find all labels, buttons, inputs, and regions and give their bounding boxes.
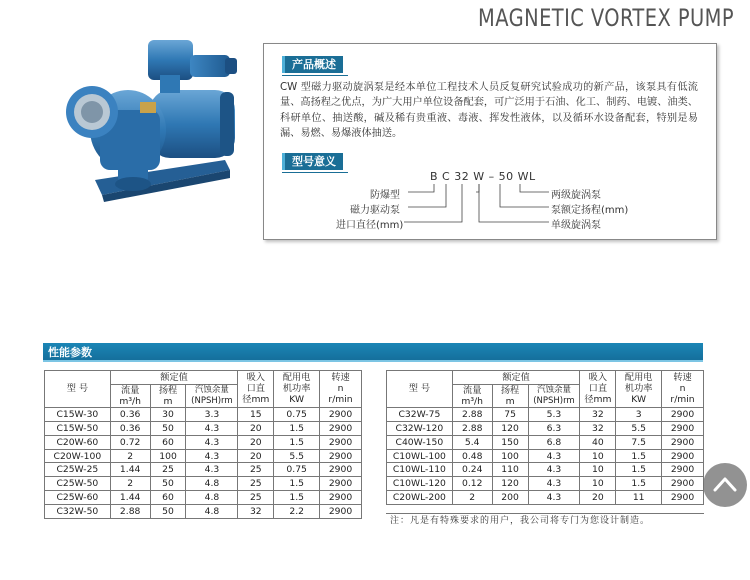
table-cell: 1.44	[110, 463, 150, 477]
table-cell: C10WL-120	[387, 477, 453, 491]
table-cell: 3	[616, 407, 662, 421]
table-cell: C10WL-100	[387, 449, 453, 463]
table-row	[387, 463, 704, 477]
table-cell: 2900	[662, 435, 704, 449]
table-row	[45, 407, 362, 421]
table-cell: 25	[238, 491, 274, 505]
table-cell: 4.3	[186, 463, 238, 477]
table-cell: 2900	[662, 491, 704, 505]
overview-tag: 产品概述	[282, 56, 343, 73]
table-cell: 1.5	[274, 491, 320, 505]
header-flow: 流量 m³/h	[452, 384, 492, 407]
table-cell: 15	[238, 407, 274, 421]
model-code: B C 32 W – 50 WL	[430, 170, 536, 183]
table-cell: 2900	[662, 407, 704, 421]
header-power: 配用电 机功率 KW	[616, 371, 662, 408]
table-cell: 0.36	[110, 421, 150, 435]
table-cell: 2	[110, 449, 150, 463]
header-power: 配用电 机功率 KW	[274, 371, 320, 408]
table-cell: 110	[492, 463, 528, 477]
table-cell: 2900	[320, 505, 362, 519]
table-cell: 100	[150, 449, 186, 463]
table-cell: C25W-25	[45, 463, 111, 477]
table-cell: C20W-100	[45, 449, 111, 463]
header-speed: 转速 n r/min	[320, 371, 362, 408]
table-cell: C20W-60	[45, 435, 111, 449]
table-cell: 120	[492, 477, 528, 491]
model-label-magnetic-drive: 磁力驱动泵	[350, 205, 400, 216]
header-rated: 额定值	[452, 371, 580, 385]
model-label-explosion-proof: 防爆型	[370, 190, 400, 201]
table-cell: 1.5	[274, 435, 320, 449]
table-cell: 2900	[320, 421, 362, 435]
model-label-rated-head: 泵额定扬程(mm)	[551, 205, 629, 216]
table-cell: 1.5	[616, 477, 662, 491]
table-cell: 2900	[662, 477, 704, 491]
header-model: 型 号	[387, 371, 453, 408]
table-cell: 4.3	[186, 435, 238, 449]
table-cell: 2.88	[452, 421, 492, 435]
table-cell: 3.3	[186, 407, 238, 421]
table-cell: 1.44	[110, 491, 150, 505]
table-cell: C10WL-110	[387, 463, 453, 477]
table-cell: 4.8	[186, 505, 238, 519]
table-row	[45, 505, 362, 519]
table-cell: 10	[580, 449, 616, 463]
model-label-single-stage: 单级旋涡泵	[551, 220, 601, 231]
pump-photo	[40, 20, 245, 225]
table-cell: 60	[150, 435, 186, 449]
table-cell: 20	[238, 449, 274, 463]
right-table-body	[387, 407, 704, 504]
table-cell: C15W-50	[45, 421, 111, 435]
table-cell: 2	[110, 477, 150, 491]
header-npsh: 汽蚀余量 (NPSH)rm	[186, 384, 238, 407]
table-cell: C32W-50	[45, 505, 111, 519]
table-cell: 0.75	[274, 463, 320, 477]
table-row	[387, 407, 704, 421]
performance-title: 性能参数	[48, 346, 92, 359]
table-cell: 32	[580, 421, 616, 435]
table-cell: 60	[150, 491, 186, 505]
header-head: 扬程 m	[492, 384, 528, 407]
table-cell: 200	[492, 491, 528, 505]
table-cell: 2900	[320, 477, 362, 491]
table-cell: C15W-30	[45, 407, 111, 421]
table-cell: 1.5	[616, 449, 662, 463]
table-cell: C32W-120	[387, 421, 453, 435]
table-cell: 40	[580, 435, 616, 449]
table-row	[45, 435, 362, 449]
table-cell: 11	[616, 491, 662, 505]
model-label-inlet-diameter: 进口直径(mm)	[336, 220, 404, 231]
table-cell: 2900	[320, 491, 362, 505]
table-cell: 1.5	[274, 477, 320, 491]
table-cell: 0.72	[110, 435, 150, 449]
table-cell: 50	[150, 477, 186, 491]
table-cell: 4.8	[186, 477, 238, 491]
table-cell: C40W-150	[387, 435, 453, 449]
table-cell: 1.5	[274, 421, 320, 435]
table-cell: 6.3	[528, 421, 580, 435]
table-cell: 0.48	[452, 449, 492, 463]
chevron-up-icon	[703, 463, 747, 507]
table-cell: 50	[150, 505, 186, 519]
model-connector-lines	[264, 44, 716, 239]
table-cell: 5.3	[528, 407, 580, 421]
table-footnote: 注：凡是有特殊要求的用户，我公司将专门为您设计制造。	[386, 513, 704, 528]
table-cell: 30	[150, 407, 186, 421]
table-row	[45, 463, 362, 477]
table-cell: 10	[580, 477, 616, 491]
table-row	[45, 449, 362, 463]
table-cell: 25	[238, 477, 274, 491]
table-cell: 2900	[662, 463, 704, 477]
table-cell: 0.36	[110, 407, 150, 421]
table-cell: C25W-50	[45, 477, 111, 491]
table-cell: 25	[150, 463, 186, 477]
table-row	[45, 491, 362, 505]
overview-description: CW 型磁力驱动旋涡泵是经本单位工程技术人员反复研究试验成功的新产品，该泵具有低流量、高扬程之优点，为广大用户单位设备配套，可广泛用于石油、化工、制药、电镀、油类、科研单位、抽送酸，碱及稀有贵重液、毒液、挥发性液体，以及循环水设备配套，特别是易漏、易燃、易爆液体抽送。	[280, 82, 698, 140]
model-meaning-tag: 型号意义	[282, 153, 343, 170]
table-cell: 75	[492, 407, 528, 421]
performance-table-right	[386, 370, 704, 505]
header-model: 型 号	[45, 371, 111, 408]
table-cell: C25W-60	[45, 491, 111, 505]
table-cell: 32	[580, 407, 616, 421]
table-cell: 100	[492, 449, 528, 463]
table-cell: 0.12	[452, 477, 492, 491]
table-cell: 32	[238, 505, 274, 519]
table-cell: 2900	[662, 449, 704, 463]
scroll-to-top-button[interactable]	[703, 463, 747, 507]
table-cell: 20	[580, 491, 616, 505]
table-cell: 4.3	[186, 421, 238, 435]
table-cell: 150	[492, 435, 528, 449]
table-cell: 2.2	[274, 505, 320, 519]
header-head: 扬程 m	[150, 384, 186, 407]
header-rated: 额定值	[110, 371, 238, 385]
table-cell: 50	[150, 421, 186, 435]
table-cell: 4.3	[528, 491, 580, 505]
table-cell: 5.5	[616, 421, 662, 435]
table-cell: 2900	[320, 407, 362, 421]
header-flow: 流量 m³/h	[110, 384, 150, 407]
table-cell: 4.8	[186, 491, 238, 505]
table-cell: C20WL-200	[387, 491, 453, 505]
table-cell: 20	[238, 435, 274, 449]
header-inlet: 吸入 口直 径mm	[580, 371, 616, 408]
table-cell: 2900	[662, 421, 704, 435]
table-cell: 4.3	[528, 463, 580, 477]
table-cell: 4.3	[528, 449, 580, 463]
table-cell: C32W-75	[387, 407, 453, 421]
table-cell: 20	[238, 421, 274, 435]
table-cell: 5.4	[452, 435, 492, 449]
performance-table-left	[44, 370, 362, 519]
table-row	[387, 449, 704, 463]
table-cell: 1.5	[616, 463, 662, 477]
table-cell: 2.88	[452, 407, 492, 421]
table-cell: 5.5	[274, 449, 320, 463]
table-row	[45, 477, 362, 491]
table-cell: 4.3	[528, 477, 580, 491]
table-cell: 2900	[320, 463, 362, 477]
table-cell: 2900	[320, 449, 362, 463]
table-cell: 0.24	[452, 463, 492, 477]
table-row	[387, 477, 704, 491]
table-cell: 7.5	[616, 435, 662, 449]
page-title: MAGNETIC VORTEX PUMP	[478, 4, 735, 32]
left-table-body	[45, 407, 362, 518]
table-cell: 2	[452, 491, 492, 505]
table-cell: 120	[492, 421, 528, 435]
header-inlet: 吸入 口直 径mm	[238, 371, 274, 408]
table-cell: 2.88	[110, 505, 150, 519]
performance-section-bar	[43, 343, 703, 362]
table-cell: 4.3	[186, 449, 238, 463]
table-row	[387, 421, 704, 435]
model-label-two-stage: 两级旋涡泵	[551, 190, 601, 201]
table-row	[387, 435, 704, 449]
header-speed: 转速 n r/min	[662, 371, 704, 408]
table-row	[387, 491, 704, 505]
table-row	[45, 421, 362, 435]
header-npsh: 汽蚀余量 (NPSH)rm	[528, 384, 580, 407]
table-cell: 25	[238, 463, 274, 477]
table-cell: 10	[580, 463, 616, 477]
product-info-box	[263, 43, 717, 240]
table-cell: 6.8	[528, 435, 580, 449]
table-cell: 0.75	[274, 407, 320, 421]
table-cell: 2900	[320, 435, 362, 449]
